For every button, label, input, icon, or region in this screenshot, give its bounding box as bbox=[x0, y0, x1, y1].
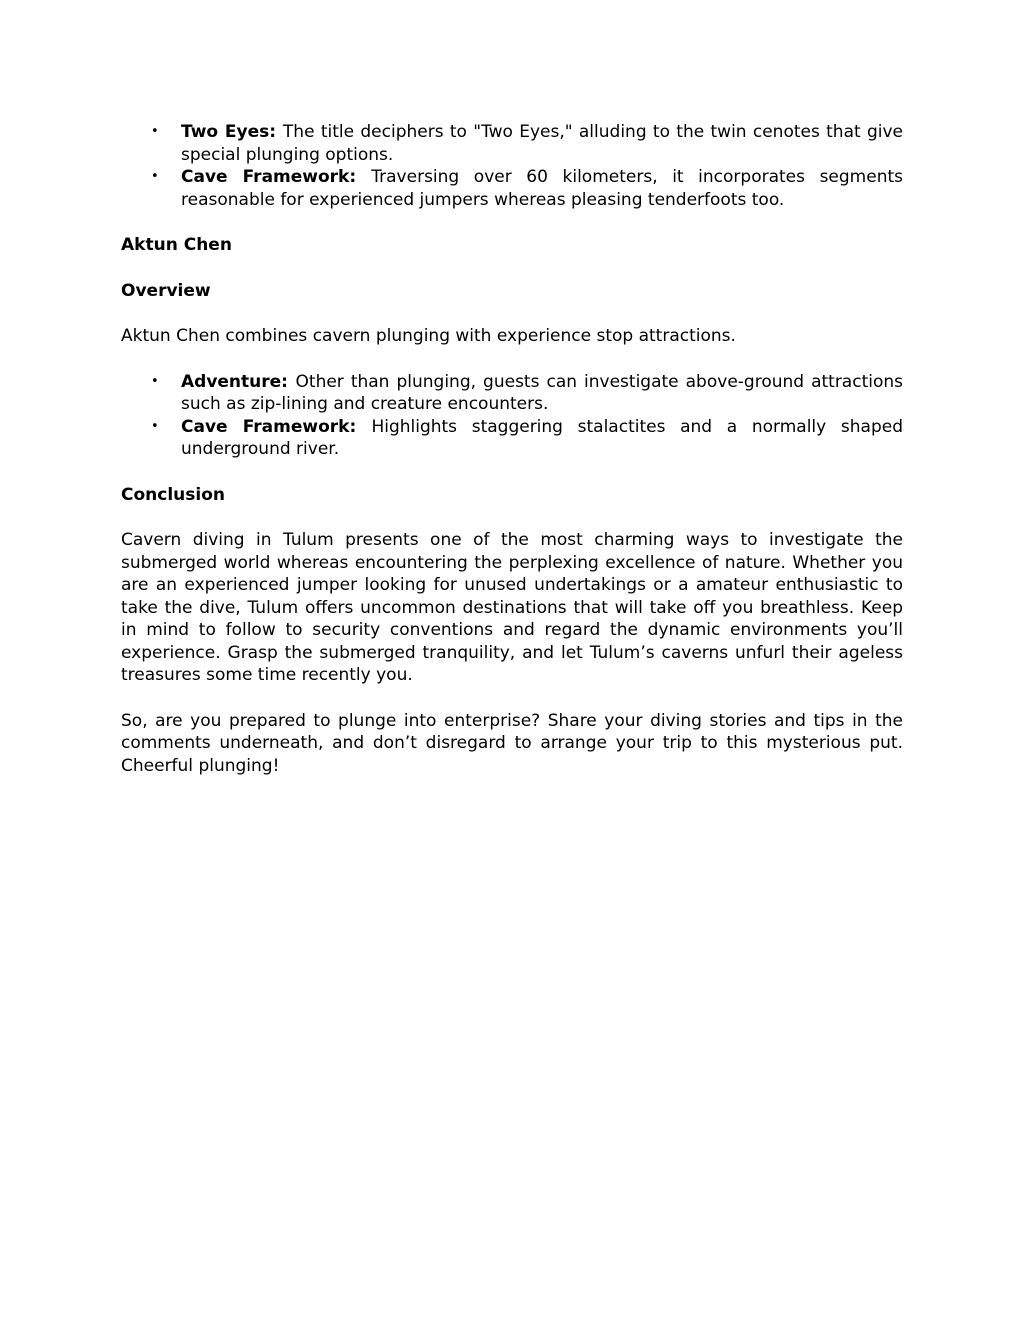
list-item bbox=[121, 166, 903, 211]
bullet-list-aktun-chen bbox=[121, 371, 903, 461]
list-item-term: Cave Framework: bbox=[181, 167, 372, 187]
subheading-overview: Overview bbox=[121, 280, 211, 301]
section-heading-aktun-chen: Aktun Chen bbox=[121, 235, 232, 255]
list-item-term: Cave Framework: bbox=[181, 416, 372, 437]
bullet-icon: • bbox=[151, 418, 159, 434]
closing-paragraph: So, are you prepared to plunge into enterprise? Share your diving stories and tips in the comments underneath, and don’t disregard to arrange your trip to this mysterious put. Cheerful plunging! bbox=[121, 710, 903, 776]
list-item-text: Other than plunging, guests can investigate above-ground attractions such as zip-lining and creature encounters. bbox=[181, 371, 903, 414]
list-item-term: Two Eyes: bbox=[181, 122, 283, 142]
list-item bbox=[121, 121, 903, 166]
conclusion-paragraph: Cavern diving in Tulum presents one of the most charming ways to investigate the submerged world whereas encountering the perplexing excellence of nature. Whether you are an experienced jumper looking for unused undertakings or a amateur enthusiastic to take the dive, Tulum offers uncommon destinations that will take off you breathless. Keep in mind to follow to security conventions and regard the dynamic environments you’ll experience. Grasp the submerged tranquility, and let Tulum’s caverns unfurl their ageless treasures some time recently you. bbox=[121, 530, 903, 685]
list-item-term: Adventure: bbox=[181, 371, 296, 392]
list-item-text: Traversing over 60 kilometers, it incorporates segments reasonable for experienced jumpers whereas pleasing tenderfoots too. bbox=[181, 167, 903, 210]
bullet-icon: • bbox=[151, 373, 159, 389]
list-item-text: Highlights staggering stalactites and a normally shaped underground river. bbox=[181, 416, 903, 459]
bullet-icon: • bbox=[151, 169, 159, 184]
overview-paragraph: Aktun Chen combines cavern plunging with experience stop attractions. bbox=[121, 326, 736, 346]
list-item bbox=[121, 371, 903, 416]
list-item-text: The title deciphers to "Two Eyes," alluding to the twin cenotes that give special plunging options. bbox=[181, 122, 904, 165]
list-item bbox=[121, 416, 903, 461]
document-page bbox=[121, 121, 903, 777]
bullet-icon: • bbox=[151, 124, 159, 139]
section-heading-conclusion: Conclusion bbox=[121, 484, 225, 505]
bullet-list-dos-ojos bbox=[121, 121, 903, 211]
